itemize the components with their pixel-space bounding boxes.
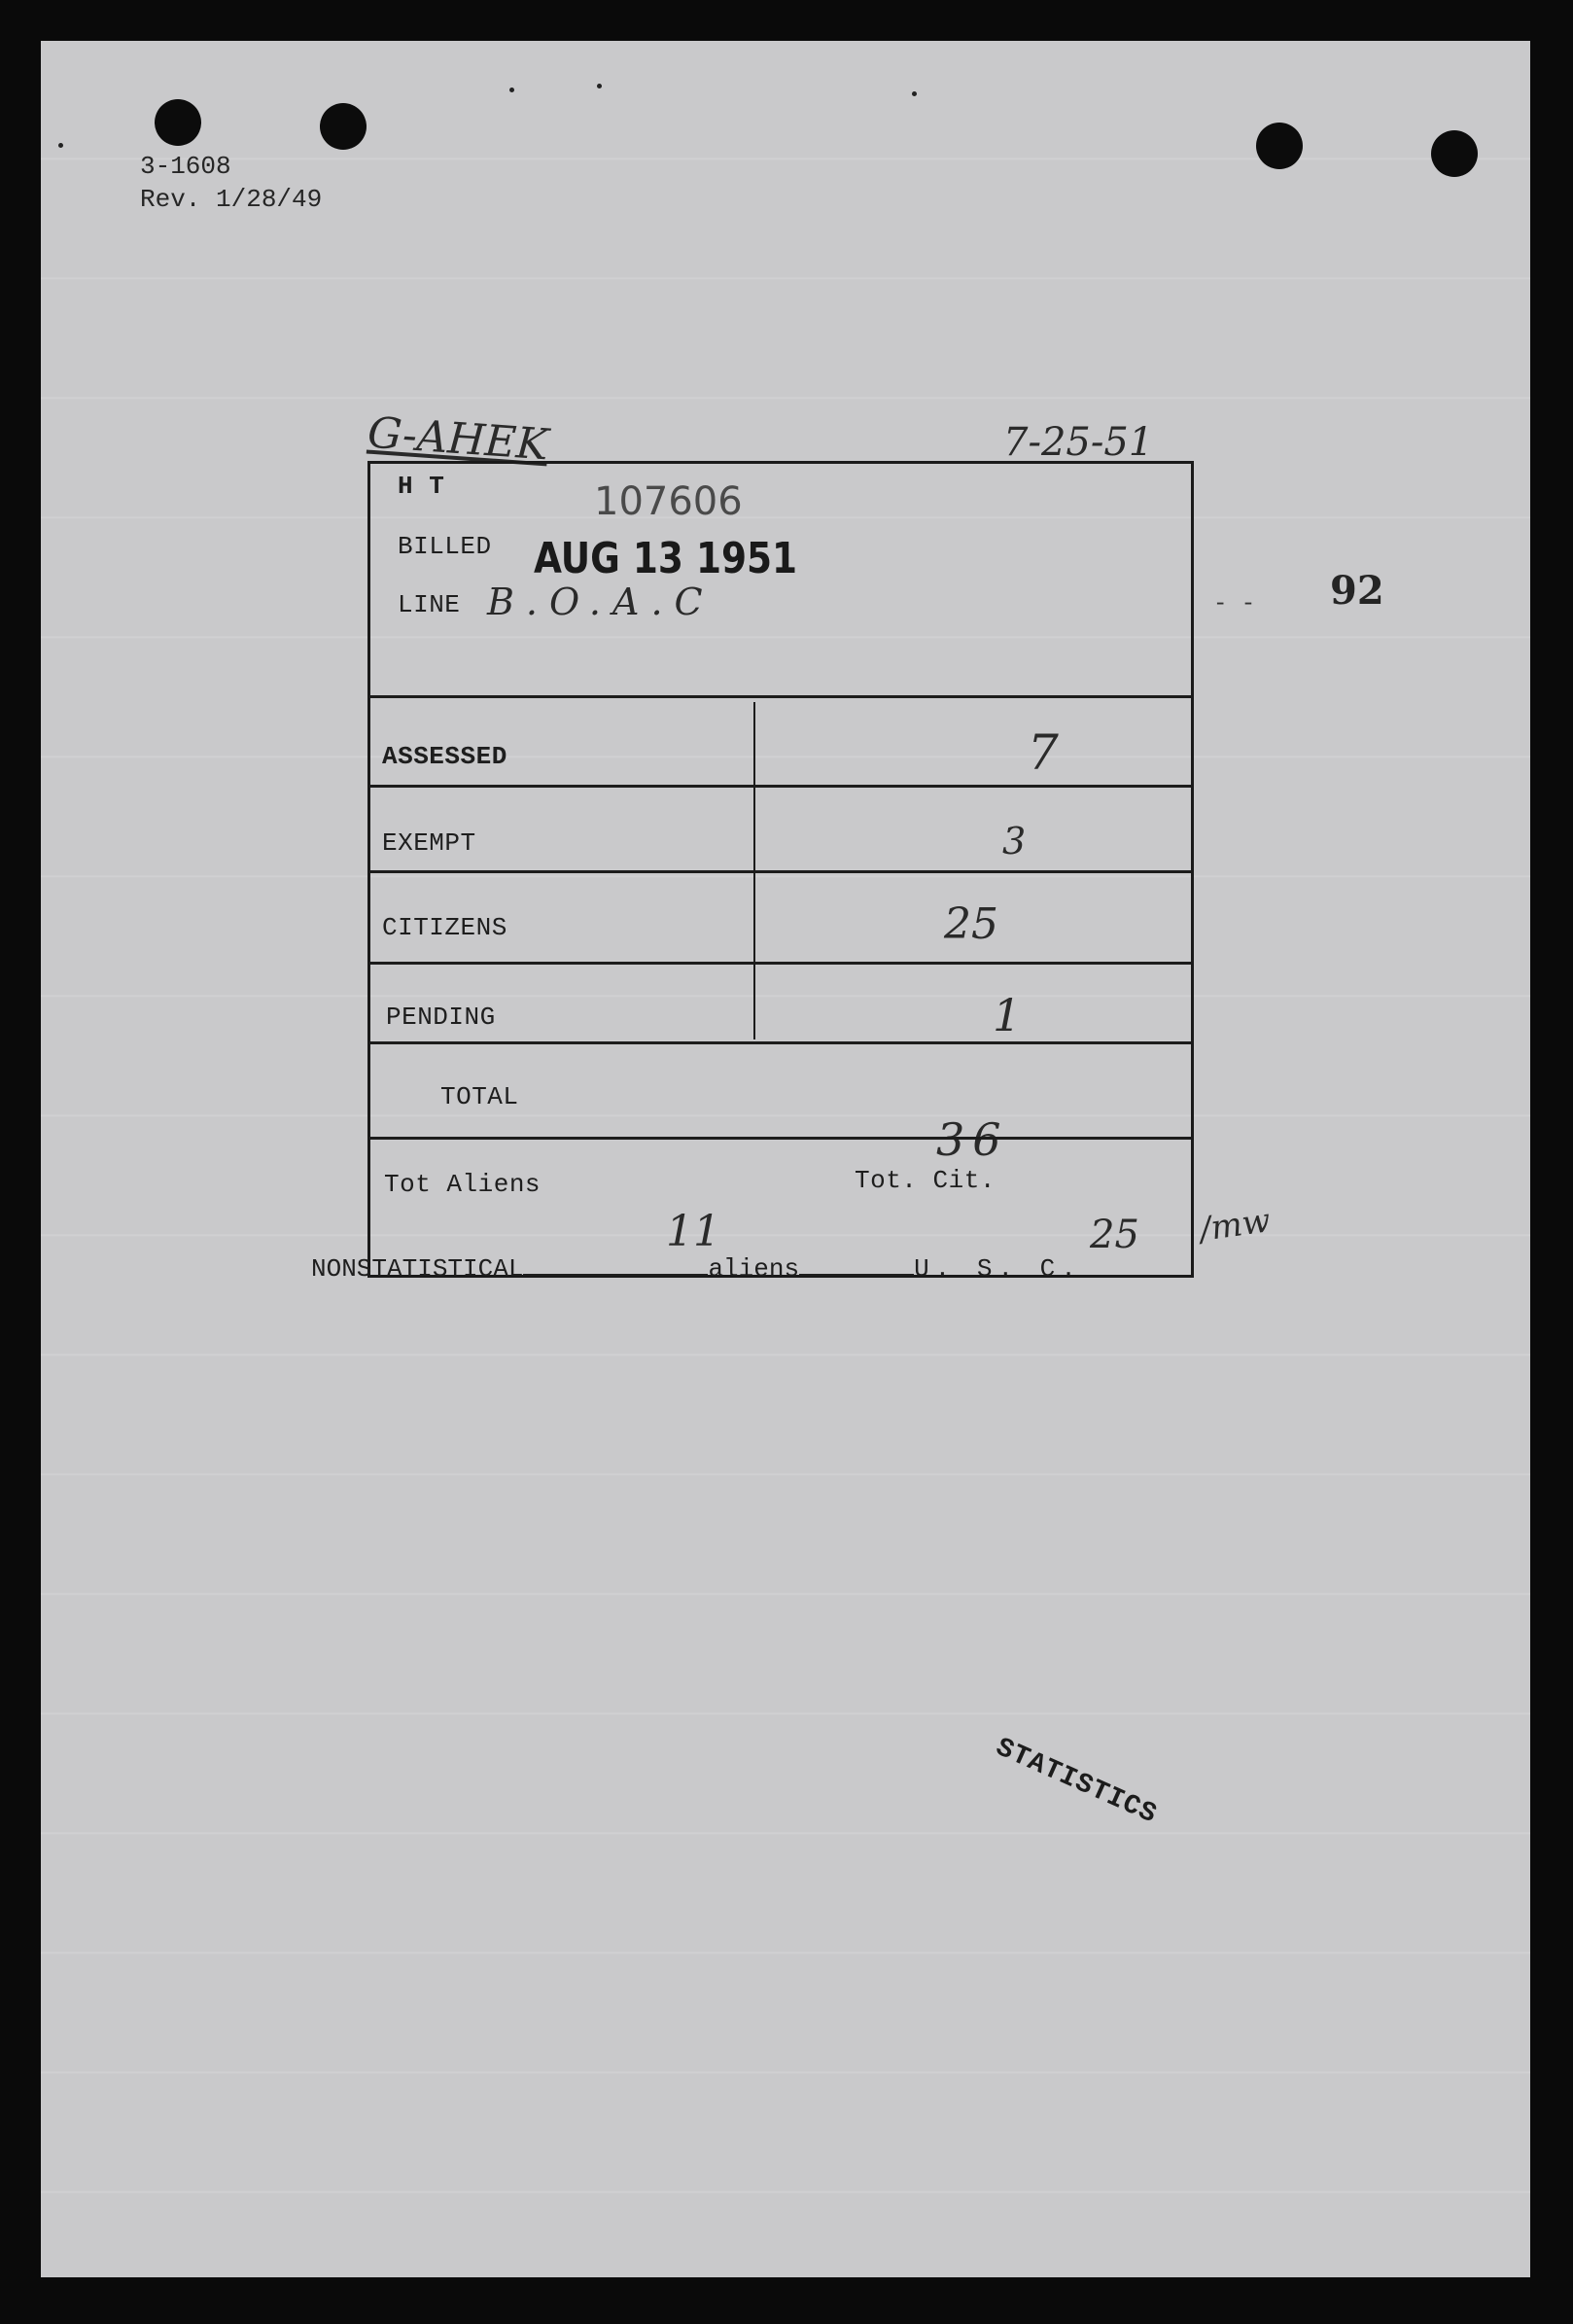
arrival-date: 7-25-51 <box>1003 420 1154 465</box>
speck <box>912 91 917 96</box>
nonstatistical-blank <box>523 1252 708 1276</box>
total-label: TOTAL <box>440 1082 519 1111</box>
punch-hole-1 <box>155 99 201 146</box>
line-label: LINE <box>398 590 461 619</box>
form-revision: Rev. 1/28/49 <box>140 185 323 214</box>
divider-pending <box>370 1041 1191 1044</box>
citizens-value: 25 <box>944 899 998 949</box>
aircraft-registration: G-AHEK <box>366 407 550 471</box>
total-value: 36 <box>936 1113 1009 1166</box>
manifest-tally-box <box>367 461 1194 1278</box>
punch-hole-3 <box>1256 123 1303 169</box>
clerk-initials: /mw <box>1197 1201 1274 1250</box>
divider-assessed <box>370 785 1191 788</box>
document-page <box>41 41 1530 2277</box>
statistics-stamp: STATISTICS <box>991 1733 1162 1831</box>
divider-citizens <box>370 962 1191 965</box>
form-number <box>140 150 322 216</box>
ht-label: H T <box>398 472 445 501</box>
exempt-label: EXEMPT <box>382 828 476 858</box>
exempt-value: 3 <box>1002 820 1027 863</box>
speck <box>509 88 514 92</box>
form-number-text: 3-1608 <box>140 152 231 181</box>
margin-dash: - - <box>1213 591 1256 617</box>
assessed-value: 7 <box>1028 724 1059 781</box>
pending-value: 1 <box>993 989 1022 1041</box>
tot-cit-label: Tot. Cit. <box>855 1166 996 1195</box>
aliens-blank <box>799 1252 914 1276</box>
citizens-label: CITIZENS <box>382 913 507 942</box>
billed-label: BILLED <box>398 532 492 561</box>
speck <box>58 143 63 148</box>
nonstatistical-line <box>311 1252 1082 1284</box>
tot-aliens-value: 11 <box>666 1207 720 1256</box>
punch-hole-2 <box>320 103 367 150</box>
divider-total <box>370 1137 1191 1140</box>
assessed-label: ASSESSED <box>382 742 507 771</box>
punch-hole-4 <box>1431 130 1478 177</box>
aliens-label: aliens <box>708 1254 800 1284</box>
divider-exempt <box>370 870 1191 873</box>
nonstatistical-label: NONSTATISTICAL <box>311 1254 524 1284</box>
ht-number-stamp: 107606 <box>594 479 743 524</box>
speck <box>597 84 602 88</box>
tot-aliens-label: Tot Aliens <box>384 1170 542 1199</box>
divider-header <box>370 695 1191 698</box>
page-number: 92 <box>1330 568 1384 614</box>
usc-label: U. S. C. <box>914 1254 1082 1284</box>
tot-cit-value: 25 <box>1090 1213 1139 1257</box>
billed-date-stamp: AUG 13 1951 <box>534 534 798 583</box>
pending-label: PENDING <box>386 1003 496 1032</box>
line-value: B.O.A.C <box>487 581 715 623</box>
